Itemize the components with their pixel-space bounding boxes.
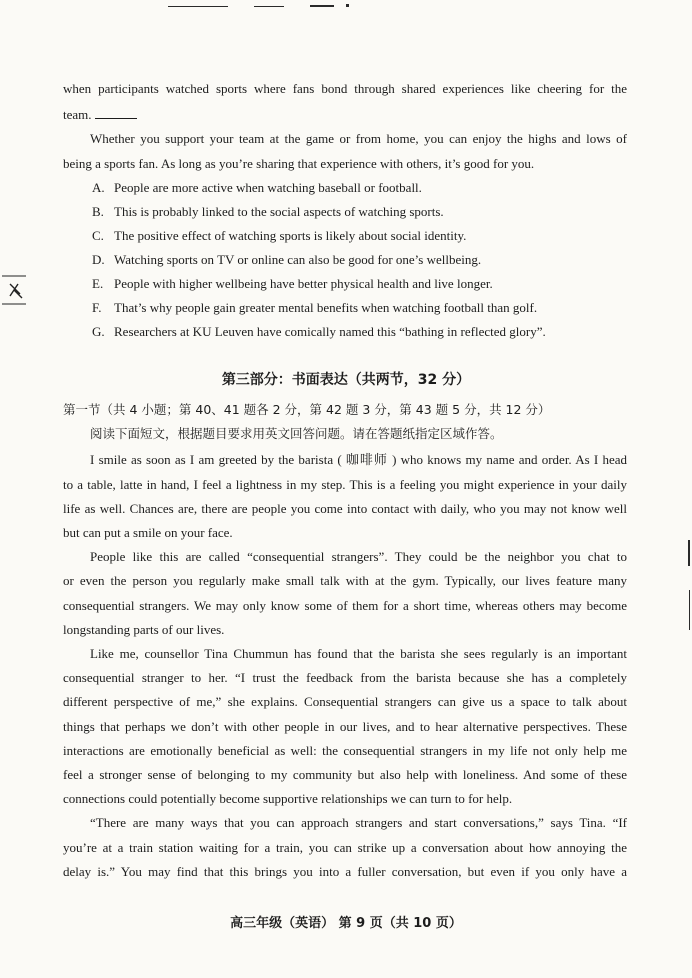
answer-blank: [95, 106, 137, 119]
article-line: you’re at a train station waiting for a train, you can strike up a conversation about how annoying the: [63, 840, 627, 855]
article-line: “There are many ways that you can approach strangers and start conversations,” says Tina. “If: [90, 815, 627, 830]
scan-mark-right: [688, 540, 690, 566]
scan-mark-top: [310, 5, 334, 7]
article-line: or even the person you regularly make small talk with at the gym. Typically, our lives feature many: [63, 573, 627, 588]
scan-mark-top: [346, 4, 349, 7]
option-c: C. The positive effect of watching sports is likely about social identity.: [92, 228, 467, 243]
article-line: to a table, latte in hand, I feel a lightness in my step. This is a feeling you might experience in your daily: [63, 477, 627, 492]
scan-mark-right: [689, 590, 690, 630]
passage-line: team.: [63, 106, 137, 124]
article-line: different perspective of me,” she explains. Consequential strangers can give us a space to talk about: [63, 694, 627, 709]
article-line: People like this are called “consequential strangers”. They could be the neighbor you chat to: [90, 549, 627, 564]
scan-mark-top: [254, 6, 284, 7]
article-line: interactions are emotionally beneficial as well: the consequential strangers in my life not only help me: [63, 743, 627, 758]
article-line: but can put a smile on your face.: [63, 525, 233, 540]
binding-mark-icon: [2, 272, 28, 308]
article-line: longstanding parts of our lives.: [63, 622, 225, 637]
article-line: I smile as soon as I am greeted by the barista ( 咖啡师 ) who knows my name and order. As I head: [90, 452, 627, 467]
article-line: connections could potentially become supportive relationships we can turn to for help.: [63, 791, 513, 806]
closing-line: being a sports fan. As long as you’re sharing that experience with others, it’s good for you.: [63, 156, 535, 171]
section-subheading: 第一节（共 4 小题；第 40、41 题各 2 分，第 42 题 3 分，第 43 题 5 分，共 12 分）: [63, 402, 551, 417]
option-d: D. Watching sports on TV or online can also be good for one’s wellbeing.: [92, 252, 482, 267]
option-f: F. That’s why people gain greater mental benefits when watching football than golf.: [92, 300, 538, 315]
option-g: G. Researchers at KU Leuven have comically named this “bathing in reflected glory”.: [92, 324, 546, 339]
section-heading: 第三部分：书面表达（共两节，32 分）: [221, 372, 471, 388]
article-line: delay is.” You may find that this brings you into a fuller conversation, but even if you only have a: [63, 864, 627, 879]
article-line: Like me, counsellor Tina Chummun has found that the barista she sees regularly is an important: [90, 646, 627, 661]
page-footer: 高三年级（英语） 第 9 页（共 10 页）: [230, 916, 462, 931]
closing-line: Whether you support your team at the game or from home, you can enjoy the highs and lows of: [90, 131, 627, 146]
article-line: consequential strangers. We may only know some of them for a short time, whereas others may become: [63, 598, 627, 613]
option-e: E. People with higher wellbeing have better physical health and live longer.: [92, 276, 493, 291]
passage-line: when participants watched sports where fans bond through shared experiences like cheering for the: [63, 81, 627, 96]
option-b: B. This is probably linked to the social aspects of watching sports.: [92, 204, 444, 219]
article-line: consequential stranger to her. “I trust the feedback from the barista because she has a completely: [63, 670, 627, 685]
article-line: life as well. Chances are, there are people you come into contact with daily, who you may not know well: [63, 501, 627, 516]
option-a: A. People are more active when watching baseball or football.: [92, 180, 422, 195]
scan-mark-top: [168, 6, 228, 7]
article-line: feel a stronger sense of belonging to my community but also help with loneliness. And some of these: [63, 767, 627, 782]
instruction-text: 阅读下面短文，根据题目要求用英文回答问题。请在答题纸指定区域作答。: [90, 426, 503, 441]
article-line: things that perhaps we don’t with other people in our lives, and to hear alternative perspectives. These: [63, 719, 627, 734]
